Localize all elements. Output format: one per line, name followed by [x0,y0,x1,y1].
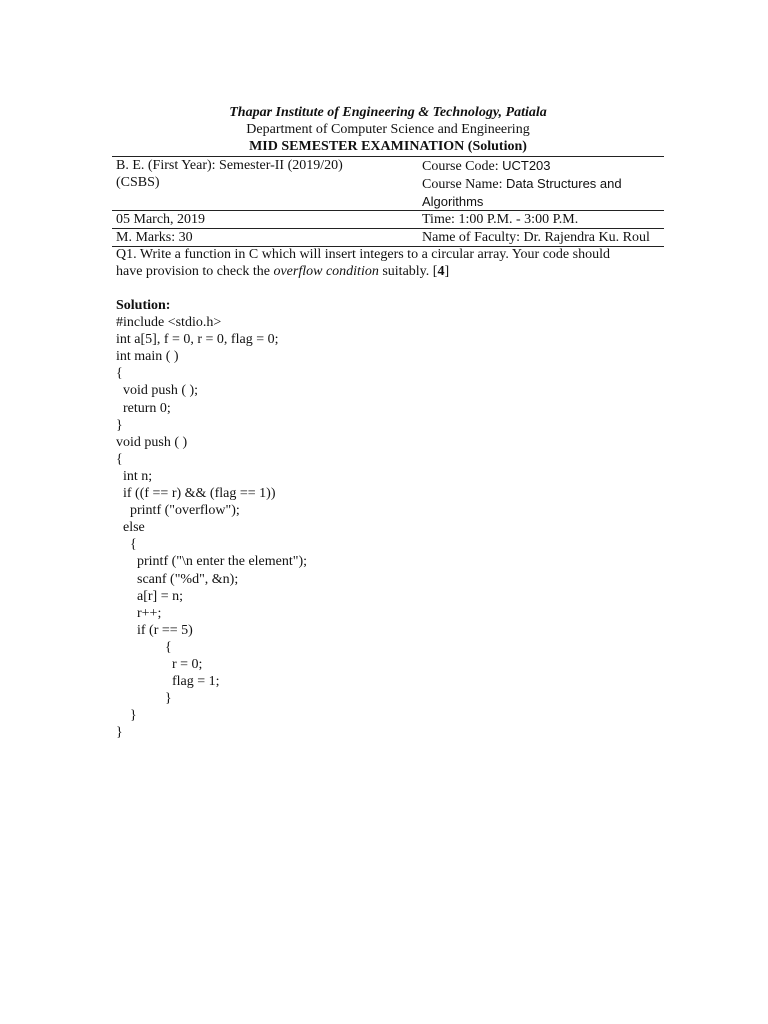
code-line: a[r] = n; [116,588,183,604]
program-text: B. E. (First Year): Semester-II (2019/20) [116,158,343,173]
code-line: int a[5], f = 0, r = 0, flag = 0; [116,332,279,348]
course-name-continued: Algorithms [422,194,484,209]
institute-name: Thapar Institute of Engineering & Technology, Patiala [229,105,547,120]
code-line: void push ( ) [116,434,188,450]
code-line: int n; [116,468,153,484]
code-line: r++; [116,605,162,621]
code-line: if ((f == r) && (flag == 1)) [116,486,276,502]
course-code [422,157,660,175]
program-sub-text: (CSBS) [116,175,160,190]
exam-time: Time: 1:00 P.M. - 3:00 P.M. [418,211,664,229]
question-line-1: Q1. Write a function in C which will insert integers to a circular array. Your code should [116,247,610,262]
question-marks: 4 [437,264,445,279]
solution-title: Solution: [116,298,171,313]
code-line: } [116,708,137,724]
code-line: { [116,537,137,553]
exam-info-table [112,156,664,247]
code-line: printf ("\n enter the element"); [116,554,308,570]
question-bracket: ] [444,264,450,279]
course-code-label: Course Code: [422,159,503,174]
course-code-value: UCT203 [502,158,551,173]
exam-title: MID SEMESTER EXAMINATION (Solution) [249,139,527,154]
question-text: have provision to check the [116,264,274,279]
code-line: } [116,725,123,741]
code-line: } [116,417,123,433]
code-line: int main ( ) [116,349,179,365]
course-name-value: Data Structures and [505,176,622,191]
department-name: Department of Computer Science and Engineering [246,122,530,137]
code-line: if (r == 5) [116,622,193,638]
code-line: void push ( ); [116,383,199,399]
code-line: #include <stdio.h> [116,315,222,331]
code-line: } [116,691,172,707]
max-marks: M. Marks: 30 [112,229,418,247]
question-line-2 [116,263,662,280]
course-cell [418,157,664,211]
code-line: else [116,520,145,536]
question-text-post: suitably. [ [378,264,438,279]
code-line: printf ("overflow"); [116,503,240,519]
code-line: r = 0; [116,656,203,672]
code-line: flag = 1; [116,674,220,690]
solution-code [116,314,662,741]
code-line: scanf ("%d", &n); [116,571,239,587]
code-line: { [116,366,123,382]
course-name-label: Course Name: [422,177,506,192]
exam-date: 05 March, 2019 [112,211,418,229]
document-header [112,104,664,155]
program-cell [112,157,418,211]
course-name [422,175,660,193]
question-1 [116,246,662,280]
code-line: { [116,639,172,655]
code-line: return 0; [116,400,171,416]
code-line: { [116,451,123,467]
faculty-name: Name of Faculty: Dr. Rajendra Ku. Roul [418,229,664,247]
question-emphasis: overflow condition [273,264,379,279]
solution-block [116,297,662,741]
